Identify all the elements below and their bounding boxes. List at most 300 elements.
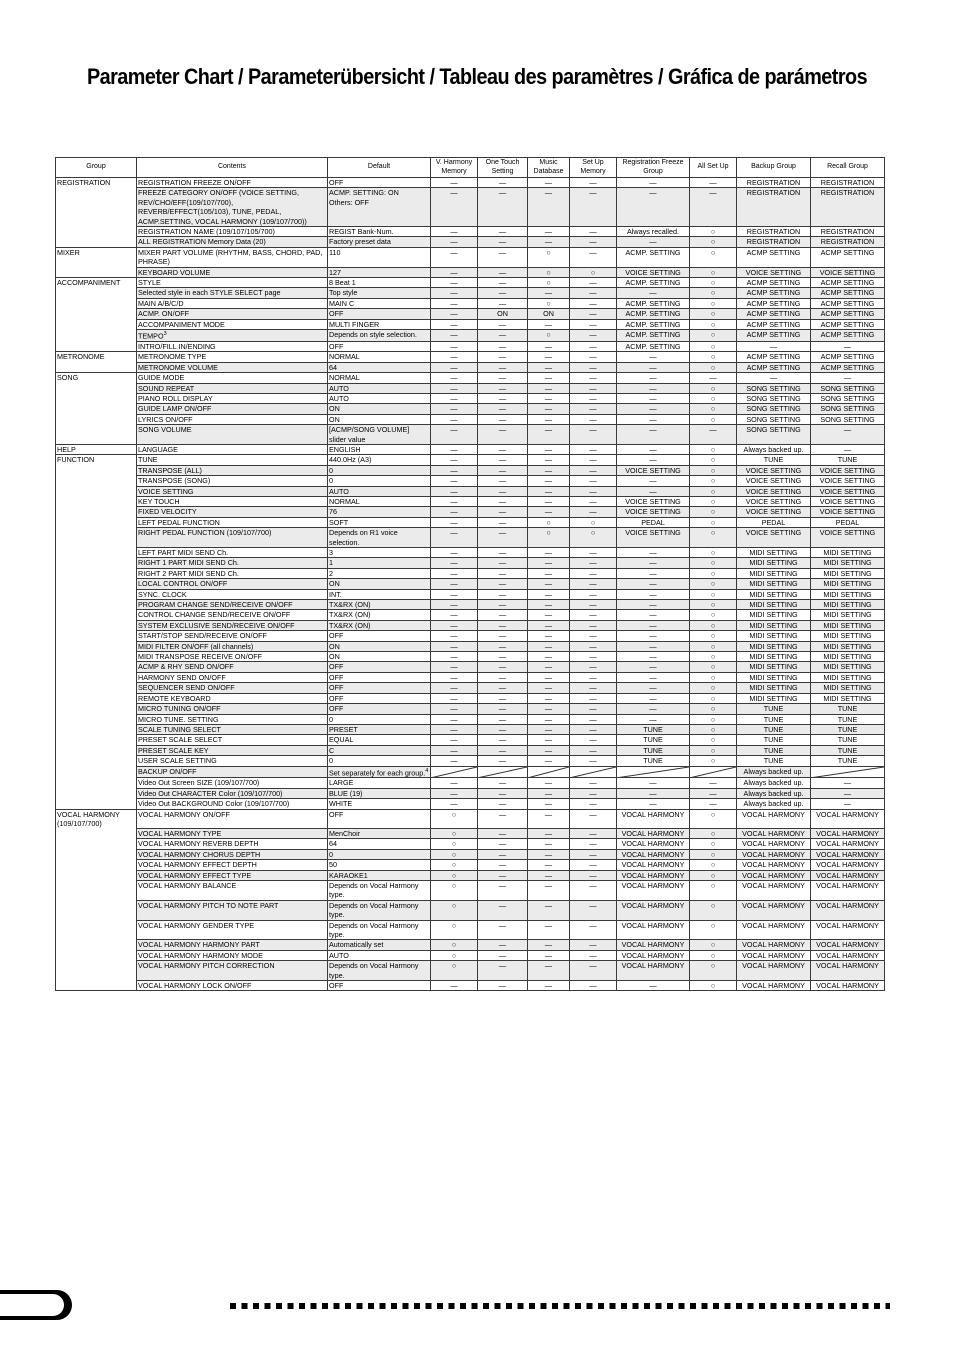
value-cell: VOCAL HARMONY [617,839,690,849]
contents-text: RIGHT 2 PART MIDI SEND Ch. [138,568,239,578]
group-cell [56,839,137,849]
value-cell: SONG SETTING [737,404,811,414]
value-cell: MIDI SETTING [737,683,811,693]
value-cell: SONG SETTING [737,383,811,393]
value-cell: ON [478,309,528,319]
diagonal-slash-icon [690,767,736,778]
value-cell: VOCAL HARMONY [737,980,811,990]
value-cell: — [478,247,528,267]
value-cell: — [617,610,690,620]
diagonal-slash-icon [570,767,616,778]
value-cell: ON [528,309,570,319]
default-text: SOFT [329,517,349,527]
value-cell: — [528,870,570,880]
value-cell: — [570,404,617,414]
value-cell: — [528,745,570,755]
value-cell: ACMP. SETTING [617,309,690,319]
value-cell: — [528,980,570,990]
table-row [56,920,885,940]
value-cell: — [431,341,478,351]
contents-cell [137,600,328,610]
contents-text: MIDI TRANSPOSE RECEIVE ON/OFF [138,652,263,662]
value-cell: ○ [431,880,478,900]
contents-text: LEFT PART MIDI SEND Ch. [138,548,229,558]
default-cell [328,455,431,465]
table-row [56,778,885,788]
table-row [56,672,885,682]
value-cell: — [431,517,478,527]
contents-cell [137,940,328,950]
default-cell [328,465,431,475]
value-cell: — [617,579,690,589]
default-text: REGIST Bank-Num. [329,227,394,237]
contents-cell [137,766,328,778]
value-cell: MIDI SETTING [811,600,885,610]
contents-text: LEFT PEDAL FUNCTION [138,517,220,527]
value-cell: — [431,373,478,383]
value-cell: — [431,558,478,568]
value-cell: — [431,610,478,620]
contents-text: VOCAL HARMONY BALANCE [138,880,237,890]
value-cell: — [478,425,528,445]
default-text: ON [329,641,340,651]
page-tab-marker-inner [0,1294,64,1316]
default-text: 0 [329,465,333,475]
value-cell: — [528,178,570,188]
table-row [56,528,885,548]
value-cell: VOICE SETTING [811,476,885,486]
value-cell: ○ [690,496,737,506]
value-cell: MIDI SETTING [737,600,811,610]
default-text: Depends on Vocal Harmony type. [329,880,419,900]
not-applicable-cell [528,766,570,778]
default-cell [328,809,431,828]
table-row [56,652,885,662]
value-cell: — [528,693,570,703]
value-cell: — [431,714,478,724]
default-cell [328,373,431,383]
value-cell: ○ [431,900,478,920]
value-cell: ○ [528,528,570,548]
value-cell: — [431,465,478,475]
table-row [56,178,885,188]
value-cell: — [431,247,478,267]
group-cell [56,756,137,766]
value-cell: — [528,352,570,362]
value-cell: — [478,860,528,870]
value-cell: — [570,319,617,329]
value-cell: — [478,517,528,527]
value-cell: — [431,799,478,809]
group-cell: SONG [56,373,137,383]
contents-cell [137,298,328,308]
value-cell: — [431,227,478,237]
table-row [56,237,885,247]
value-cell: — [478,849,528,859]
value-cell: — [431,444,478,454]
value-cell: — [528,714,570,724]
value-cell: — [570,227,617,237]
default-cell [328,579,431,589]
value-cell: VOCAL HARMONY [737,961,811,981]
value-cell: — [478,683,528,693]
value-cell: — [478,950,528,960]
value-cell: — [617,683,690,693]
default-text: ON [329,579,340,589]
table-row [56,278,885,288]
value-cell: — [431,319,478,329]
value-cell: ○ [690,568,737,578]
value-cell: ○ [431,809,478,828]
contents-cell [137,683,328,693]
value-cell: — [617,620,690,630]
value-cell: — [478,788,528,798]
contents-cell [137,507,328,517]
footnote-mark: 3 [163,331,167,338]
contents-cell [137,178,328,188]
value-cell: ○ [690,278,737,288]
group-cell [56,940,137,950]
group-cell [56,568,137,578]
value-cell: — [617,788,690,798]
value-cell: MIDI SETTING [811,662,885,672]
value-cell: — [528,425,570,445]
value-cell: MIDI SETTING [737,662,811,672]
value-cell: ACMP. SETTING [617,278,690,288]
value-cell: REGISTRATION [811,227,885,237]
value-cell: ○ [690,683,737,693]
value-cell: ○ [690,600,737,610]
contents-cell [137,961,328,981]
value-cell: MIDI SETTING [811,641,885,651]
value-cell: — [617,704,690,714]
value-cell: — [570,496,617,506]
table-row [56,683,885,693]
contents-cell [137,714,328,724]
value-cell: — [431,579,478,589]
value-cell: — [478,724,528,734]
value-cell: VOICE SETTING [617,267,690,277]
default-cell [328,247,431,267]
value-cell: Always backed up. [737,788,811,798]
value-cell: — [570,641,617,651]
contents-cell [137,652,328,662]
value-cell: — [570,724,617,734]
value-cell: — [478,880,528,900]
value-cell: — [528,188,570,227]
value-cell: MIDI SETTING [811,672,885,682]
contents-text: VOCAL HARMONY LOCK ON/OFF [138,980,252,990]
value-cell: — [478,444,528,454]
table-row [56,455,885,465]
value-cell: VOCAL HARMONY [737,940,811,950]
value-cell: MIDI SETTING [737,672,811,682]
contents-text: VOCAL HARMONY REVERB DEPTH [138,839,259,849]
value-cell: — [570,568,617,578]
contents-text: REMOTE KEYBOARD [138,693,211,703]
group-cell [56,880,137,900]
default-text: Depends on R1 voice selection. [329,528,398,547]
group-cell [56,465,137,475]
value-cell: — [478,341,528,351]
value-cell: ACMP SETTING [811,288,885,298]
value-cell: — [570,352,617,362]
group-cell [56,486,137,496]
group-cell [56,404,137,414]
value-cell: TUNE [737,704,811,714]
default-text: LARGE [329,778,354,788]
default-cell [328,486,431,496]
value-cell: — [570,756,617,766]
default-cell [328,756,431,766]
value-cell: TUNE [737,455,811,465]
value-cell: MIDI SETTING [737,631,811,641]
contents-text: VOCAL HARMONY CHORUS DEPTH [138,849,261,859]
value-cell: — [617,558,690,568]
contents-cell [137,900,328,920]
group-cell [56,900,137,920]
default-cell [328,788,431,798]
value-cell: — [528,961,570,981]
value-cell: MIDI SETTING [737,589,811,599]
group-cell [56,641,137,651]
value-cell: ○ [570,517,617,527]
contents-cell [137,319,328,329]
default-cell [328,849,431,859]
value-cell: ○ [690,517,737,527]
contents-text: VOCAL HARMONY HARMONY PART [138,940,260,950]
default-cell [328,860,431,870]
value-cell: — [478,548,528,558]
value-cell: ○ [690,558,737,568]
table-body [56,178,885,991]
contents-text: Video Out BACKGROUND Color (109/107/700) [138,799,290,809]
value-cell: VOCAL HARMONY [737,849,811,859]
value-cell: — [478,528,528,548]
value-cell: — [431,288,478,298]
value-cell: ○ [431,950,478,960]
value-cell: VOCAL HARMONY [811,849,885,859]
value-cell: ○ [690,414,737,424]
table-row [56,267,885,277]
default-cell [328,693,431,703]
column-header: Set Up Memory [570,158,617,178]
value-cell: — [431,693,478,703]
value-cell: — [617,652,690,662]
value-cell: VOICE SETTING [617,528,690,548]
value-cell: — [528,778,570,788]
value-cell: — [570,589,617,599]
value-cell: — [570,849,617,859]
not-applicable-cell [570,766,617,778]
value-cell: — [570,683,617,693]
value-cell: — [617,414,690,424]
value-cell: — [617,373,690,383]
contents-text: PRESET SCALE SELECT [138,735,223,745]
contents-cell [137,756,328,766]
value-cell: VOCAL HARMONY [811,920,885,940]
value-cell: — [528,756,570,766]
value-cell: — [617,714,690,724]
value-cell: ACMP SETTING [737,362,811,372]
value-cell: — [478,414,528,424]
contents-text: CONTROL CHANGE SEND/RECEIVE ON/OFF [138,610,291,620]
value-cell: SONG SETTING [811,404,885,414]
contents-text: LYRICS ON/OFF [138,414,193,424]
table-row [56,319,885,329]
group-cell [56,662,137,672]
table-row [56,662,885,672]
value-cell: ○ [690,444,737,454]
value-cell: MIDI SETTING [811,579,885,589]
value-cell: ○ [690,455,737,465]
value-cell: VOCAL HARMONY [811,809,885,828]
table-row [56,880,885,900]
table-row [56,298,885,308]
value-cell: ○ [690,735,737,745]
value-cell: VOICE SETTING [737,267,811,277]
group-cell [56,188,137,227]
value-cell: — [478,620,528,630]
value-cell: — [478,373,528,383]
group-cell [56,620,137,630]
value-cell: TUNE [811,724,885,734]
not-applicable-cell [431,766,478,778]
table-header-row [56,158,885,178]
value-cell: — [570,839,617,849]
value-cell: — [528,383,570,393]
table-row [56,589,885,599]
value-cell: ○ [690,589,737,599]
value-cell: ○ [528,278,570,288]
value-cell: VOCAL HARMONY [737,839,811,849]
group-cell [56,496,137,506]
default-cell [328,476,431,486]
contents-cell [137,404,328,414]
contents-cell [137,496,328,506]
default-text: KARAOKE1 [329,870,368,880]
group-cell [56,476,137,486]
table-row [56,465,885,475]
default-text: 0 [329,756,333,766]
default-text: OFF [329,662,344,672]
diagonal-slash-icon [811,767,884,778]
contents-cell [137,735,328,745]
default-text: WHITE [329,799,353,809]
value-cell: — [478,352,528,362]
value-cell: — [570,704,617,714]
group-cell [56,704,137,714]
value-cell: VOCAL HARMONY [617,828,690,838]
value-cell: VOCAL HARMONY [737,880,811,900]
contents-text: ACMP. ON/OFF [138,309,189,319]
contents-text: VOICE SETTING [138,486,194,496]
value-cell: — [478,362,528,372]
table-row [56,961,885,981]
value-cell: — [528,227,570,237]
default-cell [328,900,431,920]
default-cell [328,227,431,237]
contents-text: GUIDE LAMP ON/OFF [138,404,212,414]
value-cell: — [478,188,528,227]
default-text: Automatically set [329,940,384,950]
value-cell: ACMP SETTING [811,362,885,372]
contents-text: METRONOME TYPE [138,352,207,362]
default-cell [328,683,431,693]
value-cell: — [431,745,478,755]
value-cell: — [528,900,570,920]
value-cell: VOCAL HARMONY [737,920,811,940]
value-cell: — [528,735,570,745]
value-cell: — [528,641,570,651]
contents-cell [137,693,328,703]
value-cell: TUNE [737,745,811,755]
value-cell: — [431,414,478,424]
contents-cell [137,980,328,990]
value-cell: ○ [690,620,737,630]
group-cell [56,693,137,703]
value-cell: — [528,341,570,351]
value-cell: — [737,373,811,383]
group-cell [56,860,137,870]
value-cell: VOCAL HARMONY [737,860,811,870]
default-cell [328,610,431,620]
table-row [56,940,885,950]
value-cell: — [570,247,617,267]
value-cell: ○ [690,961,737,981]
table-row [56,579,885,589]
value-cell: — [528,404,570,414]
value-cell: MIDI SETTING [737,568,811,578]
default-cell [328,662,431,672]
contents-cell [137,849,328,859]
value-cell: ○ [431,839,478,849]
value-cell: — [617,693,690,703]
value-cell: VOICE SETTING [811,496,885,506]
value-cell: — [570,455,617,465]
column-header: Backup Group [737,158,811,178]
value-cell: — [570,600,617,610]
contents-text: SCALE TUNING SELECT [138,724,221,734]
table-row [56,227,885,237]
table-row [56,756,885,766]
value-cell: — [617,589,690,599]
group-cell [56,828,137,838]
value-cell: ○ [690,507,737,517]
default-cell [328,393,431,403]
parameter-chart-table [55,157,885,991]
value-cell: TUNE [811,714,885,724]
not-applicable-cell [478,766,528,778]
group-cell [56,849,137,859]
default-text: Top style [329,288,358,298]
value-cell: — [570,178,617,188]
value-cell: MIDI SETTING [737,693,811,703]
contents-cell [137,860,328,870]
contents-text: REGISTRATION NAME (109/107/105/700) [138,227,275,237]
default-cell [328,714,431,724]
value-cell: — [478,178,528,188]
table-row [56,330,885,342]
value-cell: SONG SETTING [737,425,811,445]
contents-cell [137,870,328,880]
value-cell: — [570,414,617,424]
contents-cell [137,788,328,798]
value-cell: — [431,476,478,486]
page-title: Parameter Chart / Parameterübersicht / Tableau des paramètres / Gráfica de parámetros [86,64,868,89]
table-row [56,766,885,778]
value-cell: SONG SETTING [811,383,885,393]
